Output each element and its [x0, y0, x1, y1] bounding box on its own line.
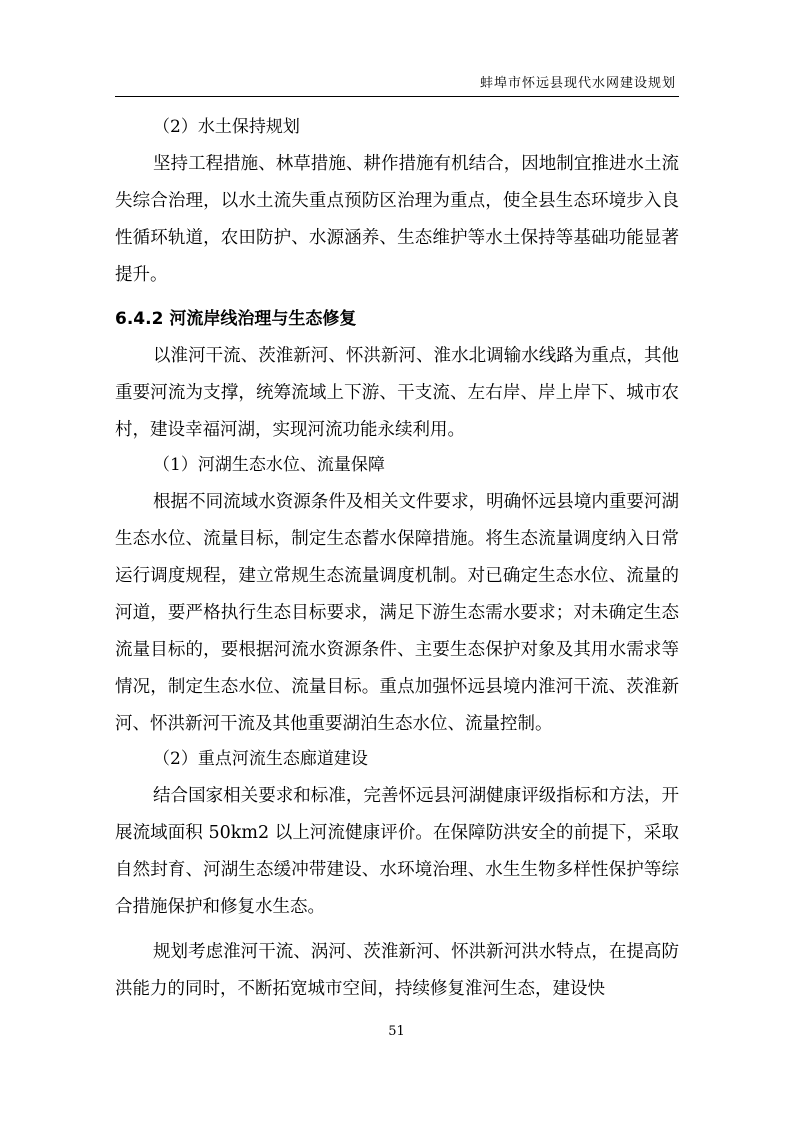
- section-number: 6.4.2: [115, 309, 164, 329]
- header-divider: [115, 96, 679, 97]
- subheading-ecological-flow: （1）河湖生态水位、流量保障: [153, 455, 385, 475]
- page-body: [115, 111, 679, 1008]
- section-title: 河流岸线治理与生态修复: [169, 309, 357, 329]
- page-number: 51: [388, 1024, 405, 1039]
- running-header-title: 蚌埠市怀远县现代水网建设规划: [479, 76, 676, 91]
- paragraph-section-intro: 以淮河干流、茨淮新河、怀洪新河、淮水北调输水线路为重点，其他重要河流为支撑，统筹流域上下游、干支流、左右岸、岸上岸下、城市农村，建设幸福河湖，实现河流功能永续利用。: [115, 346, 679, 440]
- paragraph-soil-conservation: 坚持工程措施、林草措施、耕作措施有机结合，因地制宜推进水土流失综合治理，以水土流失重点预防区治理为重点，使全县生态环境步入良性循环轨道，农田防护、水源涵养、生态维护等水土保持等基础功能显著提升。: [115, 154, 679, 285]
- paragraph-ecological-flow: 根据不同流域水资源条件及相关文件要求，明确怀远县境内重要河湖生态水位、流量目标，制定生态蓄水保障措施。将生态流量调度纳入日常运行调度规程，建立常规生态流量调度机制。对已确定生态水位、流量的河道，要严格执行生态目标要求，满足下游生态需水要求；对未确定生态流量目标的，要根据河流水资源条件、主要生态保护对象及其用水需求等情况，制定生态水位、流量目标。重点加强怀远县境内淮河干流、茨淮新河、怀洪新河干流及其他重要湖泊生态水位、流量控制。: [115, 492, 679, 734]
- section-heading: [115, 302, 679, 338]
- paragraph-ecological-corridor: 结合国家相关要求和标准，完善怀远县河湖健康评级指标和方法，开展流域面积 50km2 以上河流健康评价。在保障防洪安全的前提下，采取自然封育、河湖生态缓冲带建设、水环境治理、水生生物多样性保护等综合措施保护和修复水生态。: [115, 786, 679, 917]
- subheading-ecological-corridor: （2）重点河流生态廊道建设: [153, 749, 368, 769]
- paragraph-flood-planning: 规划考虑淮河干流、涡河、茨淮新河、怀洪新河洪水特点，在提高防洪能力的同时，不断拓宽城市空间，持续修复淮河生态，建设快: [115, 942, 679, 999]
- subheading-soil-conservation: （2）水土保持规划: [153, 117, 300, 137]
